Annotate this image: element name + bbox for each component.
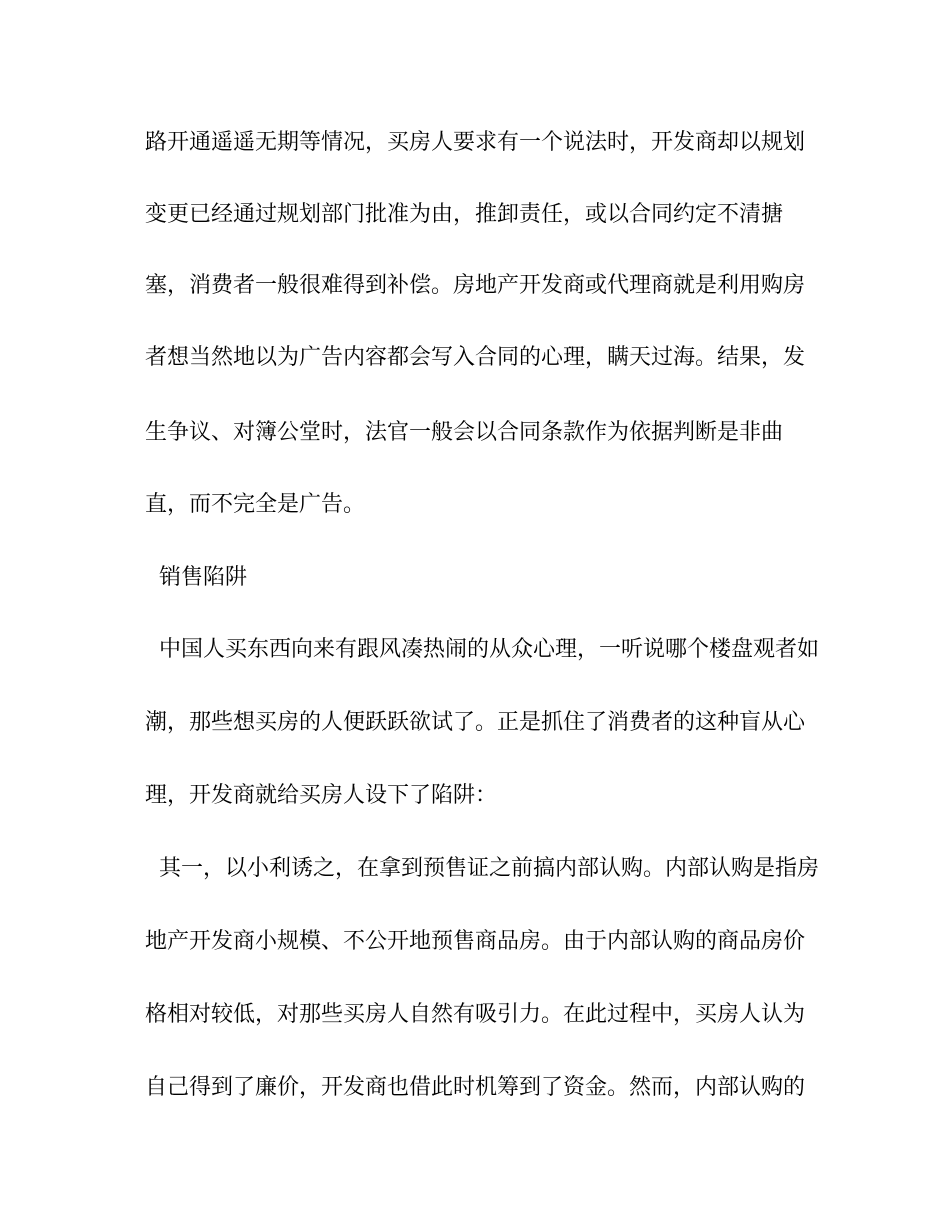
- text-line: 生争议、对簿公堂时，法官一般会以合同条款作为依据判断是非曲: [145, 420, 784, 445]
- text-line: 直，而不完全是广告。: [145, 492, 366, 517]
- text-line: 自己得到了廉价，开发商也借此时机筹到了资金。然而，内部认购的: [145, 1075, 806, 1100]
- text-line: 路开通遥遥无期等情况，买房人要求有一个说法时，开发商却以规划: [145, 130, 806, 155]
- text-line: 塞，消费者一般很难得到补偿。房地产开发商或代理商就是利用购房: [145, 273, 806, 298]
- text-line: 其一，以小利诱之，在拿到预售证之前搞内部认购。内部认购是指房: [145, 856, 819, 881]
- text-line: 地产开发商小规模、不公开地预售商品房。由于内部认购的商品房价: [145, 929, 806, 954]
- text-line: 变更已经通过规划部门批准为由，推卸责任，或以合同约定不清搪: [145, 202, 784, 227]
- text-line: 格相对较低，对那些买房人自然有吸引力。在此过程中，买房人认为: [145, 1002, 806, 1027]
- text-line: 中国人买东西向来有跟风凑热闹的从众心理，一听说哪个楼盘观者如: [145, 637, 819, 662]
- text-line: 者想当然地以为广告内容都会写入合同的心理，瞒天过海。结果，发: [145, 345, 806, 370]
- section-heading: 销售陷阱: [145, 565, 247, 590]
- text-line: 理，开发商就给买房人设下了陷阱：: [145, 783, 498, 808]
- text-line: 潮，那些想买房的人便跃跃欲试了。正是抓住了消费者的这种盲从心: [145, 710, 806, 735]
